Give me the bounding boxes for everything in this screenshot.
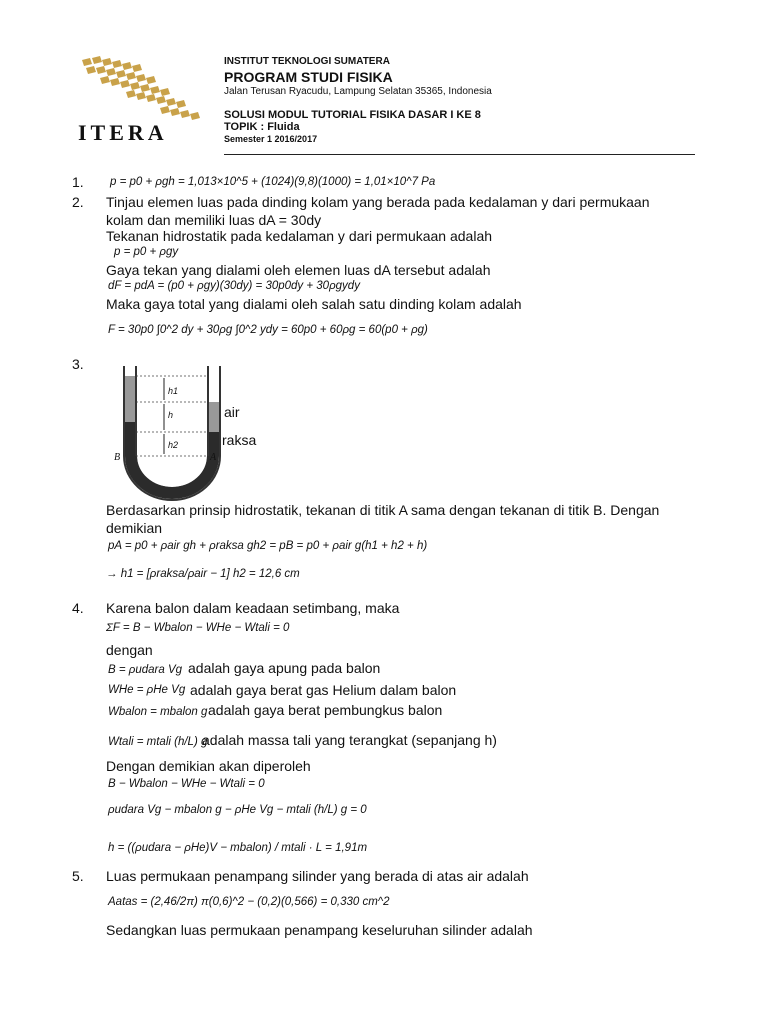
label-air: air — [224, 404, 240, 420]
p2-equation-1: p = p0 + ρgy — [114, 246, 179, 258]
header-divider — [224, 154, 695, 155]
itera-logo — [76, 56, 206, 145]
p4-def-1-eq: B = ρudara Vg — [108, 664, 183, 676]
itera-logo-pattern — [76, 56, 206, 122]
p4-def-3-eq: Wbalon = mbalon g — [108, 706, 208, 718]
topic: TOPIK : Fluida — [224, 121, 300, 133]
p2-equation-2: dF = pdA = (p0 + ρgy)(30dy) = 30p0dy + 30ρgydy — [108, 280, 360, 292]
label-h2: h2 — [168, 440, 179, 450]
p4-text-3: Dengan demikian akan diperoleh — [106, 758, 311, 774]
p2-text-2: kolam dan memiliki luas dA = 30dy — [106, 212, 322, 228]
p3-equation-1: pA = p0 + ρair gh + ρraksa gh2 = pB = p0 + ρair g(h1 + h2 + h) — [108, 540, 428, 552]
item-number-2: 2. — [72, 194, 84, 210]
p4-equation-1: ΣF = B − Wbalon − WHe − Wtali = 0 — [106, 622, 290, 634]
document-title: SOLUSI MODUL TUTORIAL FISIKA DASAR I KE 8 — [224, 109, 481, 121]
p5-equation-1: Aatas = (2,46/2π) π(0,6)^2 − (0,2)(0,566) = 0,330 cm^2 — [108, 896, 390, 908]
semester: Semester 1 2016/2017 — [224, 134, 318, 144]
label-h1: h1 — [168, 386, 179, 396]
document-header — [224, 56, 492, 144]
p3-text-2: demikian — [106, 520, 163, 536]
item-number-4: 4. — [72, 600, 84, 616]
p4-def-3-text: adalah gaya berat pembungkus balon — [208, 702, 443, 718]
p5-text-1: Luas permukaan penampang silinder yang berada di atas air adalah — [106, 868, 529, 884]
p4-def-1-text: adalah gaya apung pada balon — [188, 660, 381, 676]
p4-def-4-text: adalah massa tali yang terangkat (sepanjang h) — [202, 732, 497, 748]
program-name: PROGRAM STUDI FISIKA — [224, 69, 393, 85]
label-raksa: raksa — [222, 432, 257, 448]
p4-text-2: dengan — [106, 642, 153, 658]
p2-text-1: Tinjau elemen luas pada dinding kolam yang berada pada kedalaman y dari permukaan — [106, 194, 650, 210]
p4-def-4-eq: Wtali = mtali (h/L) g — [108, 736, 208, 748]
p2-text-5: Maka gaya total yang dialami oleh salah satu dinding kolam adalah — [106, 296, 522, 312]
item-number-3: 3. — [72, 356, 84, 372]
label-h: h — [168, 410, 174, 420]
address: Jalan Terusan Ryacudu, Lampung Selatan 35365, Indonesia — [224, 86, 492, 97]
logo-wordmark: ITERA — [78, 120, 168, 145]
p4-equation-2: B − Wbalon − WHe − Wtali = 0 — [108, 778, 265, 790]
p4-def-2-text: adalah gaya berat gas Helium dalam balon — [190, 682, 457, 698]
p3-text-1: Berdasarkan prinsip hidrostatik, tekanan di titik A sama dengan tekanan di titik B. Dengan — [106, 502, 660, 518]
p4-text-1: Karena balon dalam keadaan setimbang, maka — [106, 600, 400, 616]
p2-equation-3: F = 30p0 ∫0^2 dy + 30ρg ∫0^2 ydy = 60p0 + 60ρg = 60(p0 + ρg) — [108, 324, 428, 336]
p4-equation-4: h = ((ρudara − ρHe)V − mbalon) / mtali · L = 1,91m — [108, 842, 368, 854]
item-number-1: 1. — [72, 174, 84, 190]
p2-text-4: Gaya tekan yang dialami oleh elemen luas dA tersebut adalah — [106, 262, 491, 278]
label-A: A — [210, 452, 217, 463]
label-B: B — [114, 452, 121, 463]
item-number-5: 5. — [72, 868, 84, 884]
p3-equation-2: → h1 = [ρraksa/ρair − 1] h2 = 12,6 cm — [106, 568, 300, 580]
p1-equation: p = p0 + ρgh = 1,013×10^5 + (1024)(9,8)(1000) = 1,01×10^7 Pa — [110, 176, 436, 188]
p5-text-2: Sedangkan luas permukaan penampang keseluruhan silinder adalah — [106, 922, 533, 938]
p4-equation-3: ρudara Vg − mbalon g − ρHe Vg − mtali (h/L) g = 0 — [108, 804, 367, 816]
p4-def-2-eq: WHe = ρHe Vg — [108, 684, 186, 696]
institution-name: INSTITUT TEKNOLOGI SUMATERA — [224, 56, 390, 67]
p2-text-3: Tekanan hidrostatik pada kedalaman y dari permukaan adalah — [106, 228, 493, 244]
